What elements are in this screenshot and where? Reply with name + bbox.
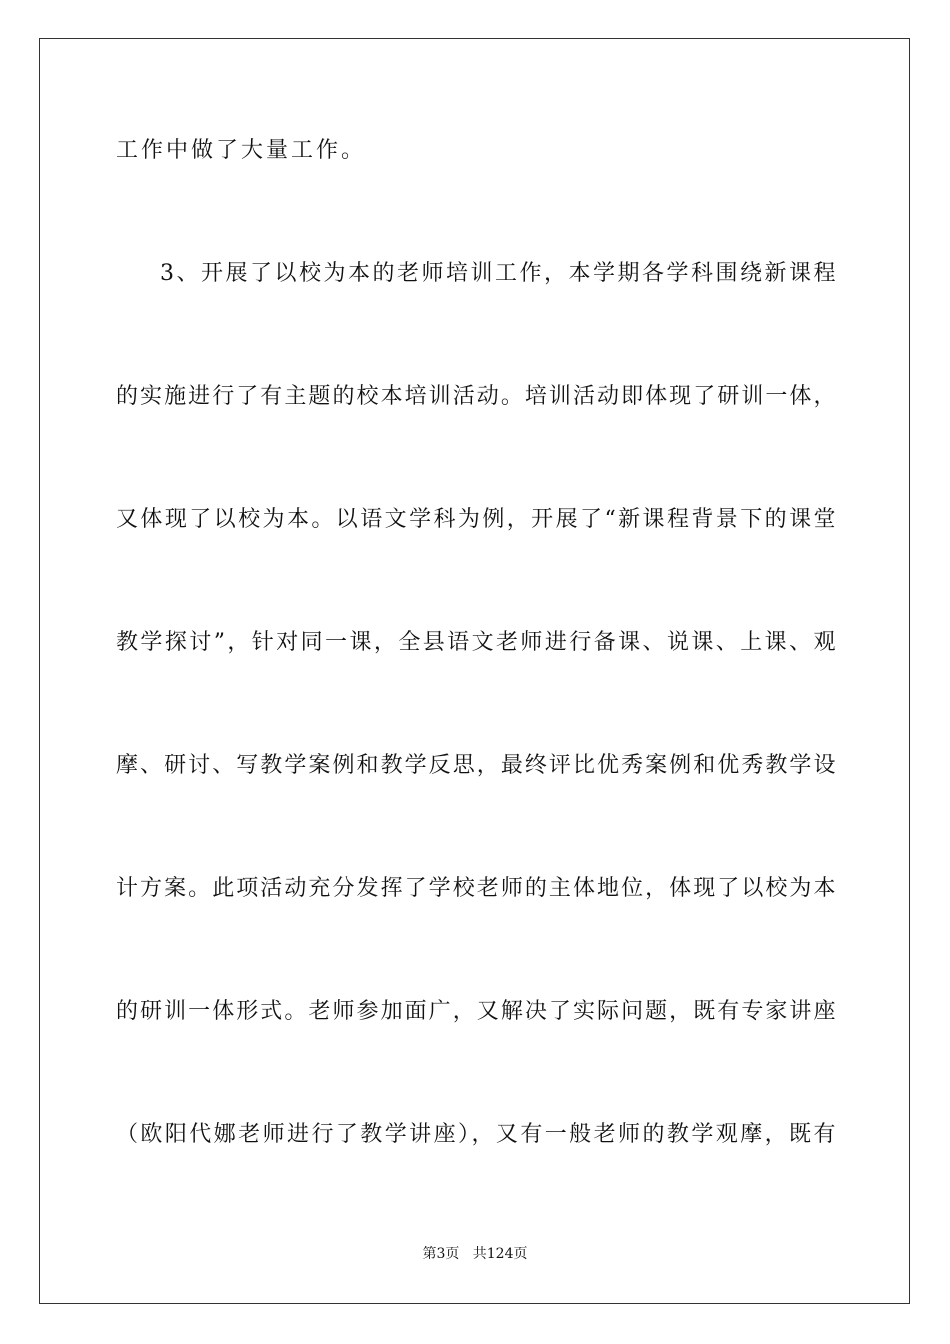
total-pages: 共124页 — [472, 1246, 528, 1262]
text-line: 又体现了以校为本。以语文学科为例，开展了“新课程背景下的课堂 — [116, 507, 836, 532]
page-footer — [0, 1244, 950, 1264]
text-line: 3、开展了以校为本的老师培训工作，本学期各学科围绕新课程 — [160, 261, 836, 286]
text-line: 摩、研讨、写教学案例和教学反思，最终评比优秀案例和优秀教学设 — [116, 753, 836, 778]
text-line: 工作中做了大量工作。 — [116, 138, 367, 163]
text-line: （欧阳代娜老师进行了教学讲座），又有一般老师的教学观摩，既有 — [116, 1122, 836, 1147]
text-line: 的实施进行了有主题的校本培训活动。培训活动即体现了研训一体， — [116, 384, 836, 409]
page-number: 第3页 — [422, 1246, 460, 1262]
text-line: 的研训一体形式。老师参加面广，又解决了实际问题，既有专家讲座 — [116, 999, 836, 1024]
text-line: 教学探讨”，针对同一课，全县语文老师进行备课、说课、上课、观 — [116, 630, 836, 655]
text-line: 计方案。此项活动充分发挥了学校老师的主体地位，体现了以校为本 — [116, 876, 836, 901]
